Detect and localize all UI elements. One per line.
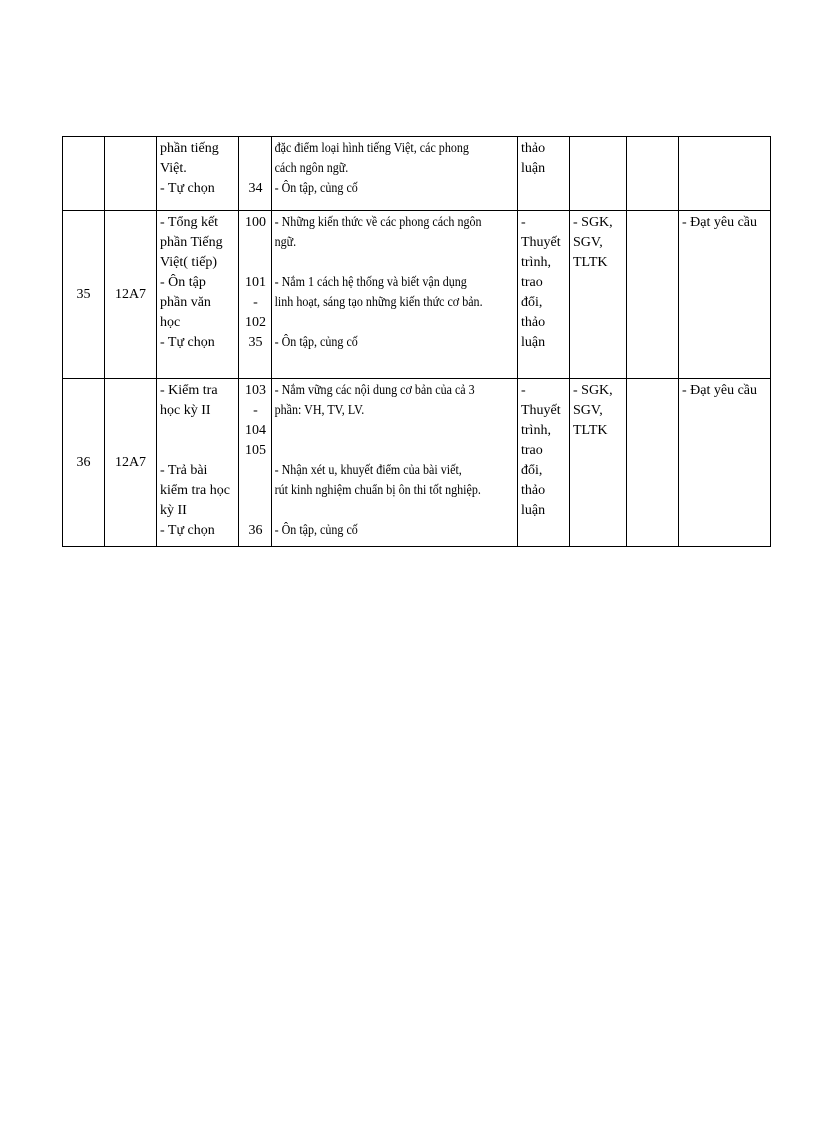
materials-cell [570,137,627,211]
requirement-line [275,421,519,441]
lesson-content-line [160,421,236,441]
evaluation-cell [679,379,771,547]
period-line: 36 [248,523,263,538]
evaluation-cell [679,137,771,211]
adjustment-cell [627,379,679,547]
period-line: 101 [245,275,266,290]
method-cell [518,379,570,547]
class-cell [105,379,157,547]
period-line: - [253,295,258,310]
adjustment-cell [627,211,679,379]
materials-line: SGV, [573,235,603,250]
method-line: trao [521,443,543,458]
evaluation-cell [679,211,771,379]
period-line: 34 [248,181,263,196]
materials-line: - SGK, [573,383,613,398]
requirement-line: phần: VH, TV, LV. [274,403,365,418]
method-line: luận [521,161,546,176]
period-line [242,481,269,501]
period-line [242,501,269,521]
stt-cell [63,211,105,379]
requirement-line: cách ngôn ngữ. [274,161,349,176]
lesson-content-line: Việt. [160,161,187,176]
class-cell [105,211,157,379]
method-line: đổi, [521,295,543,310]
class-cell [105,137,157,211]
lesson-plan-table [62,136,771,547]
method-line: - [521,383,526,398]
class-value: 12A7 [114,286,147,302]
requirement-line [275,501,519,521]
lesson-content-line: kỳ II [160,503,187,518]
method-line: trình, [521,423,551,438]
lesson-content-cell [157,137,239,211]
requirement-line: đặc điểm loại hình tiếng Việt, các phong [274,141,469,156]
materials-line: - SGK, [573,215,613,230]
requirement-line: ngữ. [274,235,297,250]
period-line [242,139,269,159]
lesson-content-line: phần văn [160,295,211,310]
adjustment-value [627,211,678,213]
stt-cell [63,379,105,547]
requirement-line: rút kinh nghiệm chuẩn bị ôn thi tốt nghiệp. [274,483,481,498]
lesson-content-line: phần tiếng [160,141,219,156]
requirement-cell [272,137,518,211]
method-line: luận [521,335,546,350]
stt-value: 35 [76,286,91,302]
method-line: trao [521,275,543,290]
requirement-line: - Ôn tập, củng cố [274,335,358,350]
requirement-cell [272,211,518,379]
lesson-content-cell [157,379,239,547]
method-line: thảo [521,315,546,330]
method-cell [518,211,570,379]
adjustment-value [627,137,678,139]
class-value: 12A7 [114,454,147,470]
lesson-content-line: - Trả bài [160,463,208,478]
period-line: 103 [245,383,266,398]
materials-line: TLTK [573,255,608,270]
period-cell [239,379,272,547]
lesson-content-line: - Tự chọn [160,181,215,196]
table-row [63,211,771,379]
method-line: thảo [521,483,546,498]
requirement-line [275,313,519,333]
evaluation-value: - Đạt yêu cầu [682,215,758,230]
requirement-line: linh hoạt, sáng tạo những kiến thức cơ bản. [274,295,483,310]
materials-line: SGV, [573,403,603,418]
stt-cell [63,137,105,211]
lesson-content-line: học kỳ II [160,403,211,418]
period-line: 100 [245,215,266,230]
requirement-line [275,253,519,273]
method-line: luận [521,503,546,518]
lesson-content-line: - Kiểm tra [160,383,218,398]
requirement-line: - Nắm 1 cách hệ thống và biết vận dụng [274,275,467,290]
period-line [242,233,269,253]
period-line [242,461,269,481]
materials-cell [570,379,627,547]
period-line: 104 [245,423,266,438]
method-line: - [521,215,526,230]
method-cell [518,137,570,211]
method-line: trình, [521,255,551,270]
requirement-line: - Nắm vững các nội dung cơ bản của cả 3 [274,383,475,398]
period-line: 105 [245,443,266,458]
period-line: 102 [245,315,266,330]
lesson-content-line: phần Tiếng [160,235,223,250]
lesson-content-cell [157,211,239,379]
evaluation-value [679,137,770,139]
method-line: thảo [521,141,546,156]
requirement-line: - Những kiến thức về các phong cách ngôn [274,215,482,230]
method-line: đổi, [521,463,543,478]
evaluation-value: - Đạt yêu cầu [682,383,758,398]
lesson-content-line: - Tự chọn [160,523,215,538]
stt-value: 36 [76,454,91,470]
lesson-content-line [160,441,236,461]
requirement-line: - Ôn tập, củng cố [274,181,358,196]
lesson-content-line: - Tự chọn [160,335,215,350]
lesson-content-line: - Tổng kết [160,215,219,230]
method-line: Thuyết [521,235,561,250]
requirement-line: - Ôn tập, củng cố [274,523,358,538]
adjustment-value [627,379,678,381]
table-row [63,137,771,211]
requirement-line: - Nhận xét u, khuyết điểm của bài viết, [274,463,462,478]
period-line: - [253,403,258,418]
requirement-line [275,441,519,461]
period-cell [239,211,272,379]
method-line: Thuyết [521,403,561,418]
period-line [242,253,269,273]
period-line: 35 [248,335,263,350]
materials-cell [570,211,627,379]
period-line [242,159,269,179]
table-row [63,379,771,547]
lesson-content-line: Việt( tiếp) [160,255,218,270]
lesson-content-line: học [160,315,181,330]
adjustment-cell [627,137,679,211]
lesson-content-line: - Ôn tập [160,275,206,290]
requirement-cell [272,379,518,547]
period-cell [239,137,272,211]
materials-line: TLTK [573,423,608,438]
lesson-content-line: kiểm tra học [160,483,230,498]
